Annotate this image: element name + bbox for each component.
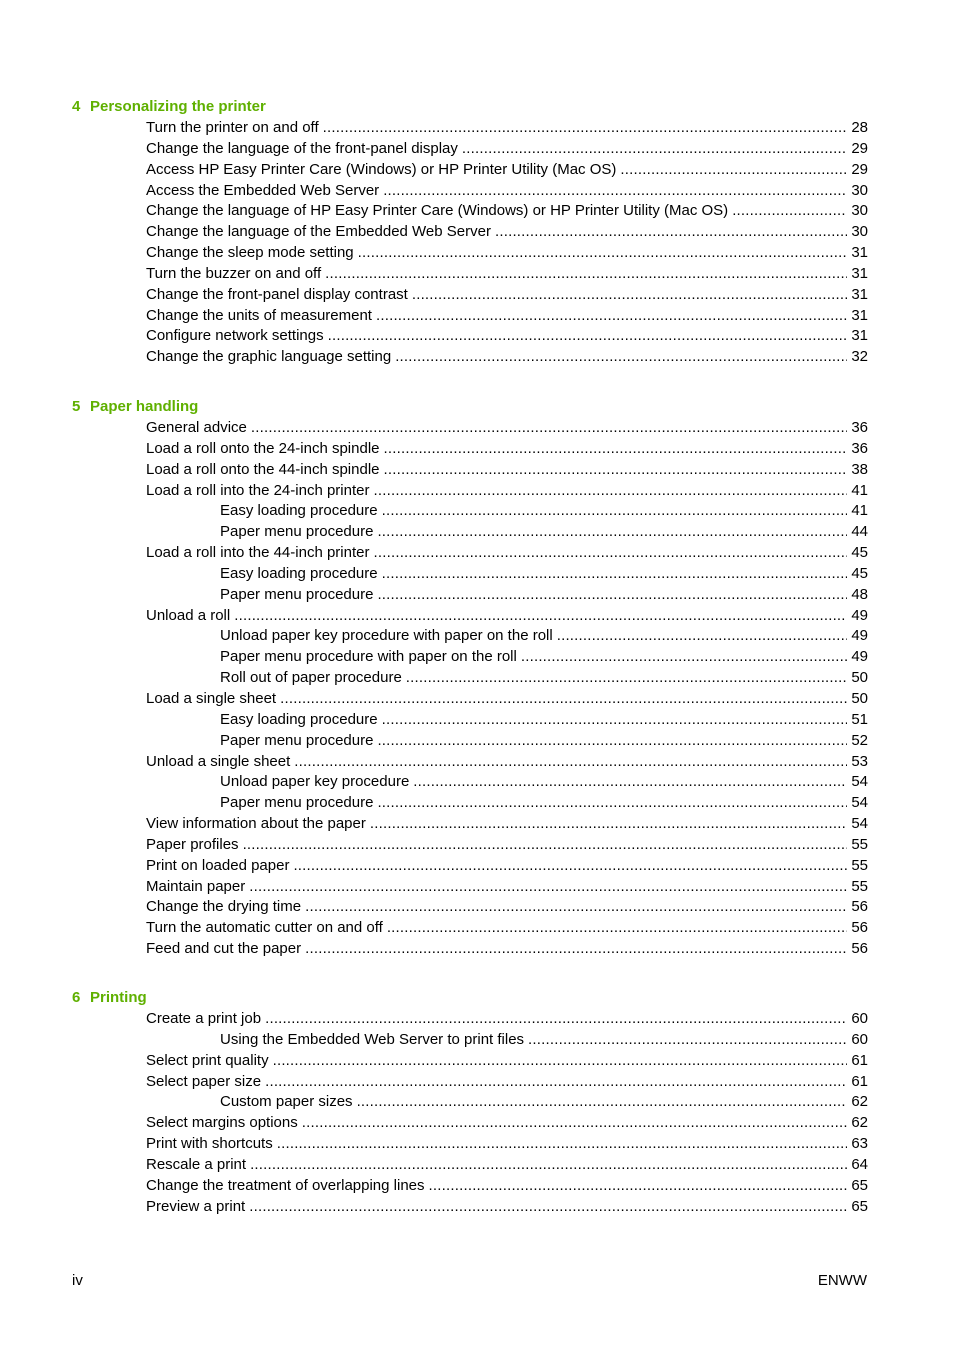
toc-entry-title: Change the sleep mode setting (146, 244, 354, 262)
toc-entry[interactable] (146, 222, 868, 243)
toc-page-number: 29 (851, 139, 868, 157)
toc-entry-title: Turn the printer on and off (146, 119, 319, 136)
toc-entry[interactable] (146, 1134, 868, 1155)
toc-page-number: 62 (851, 1093, 868, 1111)
toc-entry[interactable] (146, 918, 868, 939)
toc-entry-title: Unload a single sheet (146, 752, 291, 770)
toc-entry-title: Easy loading procedure (220, 502, 378, 520)
toc-subentry[interactable] (220, 647, 868, 668)
toc-entry[interactable] (146, 1072, 868, 1093)
dot-leader (249, 877, 847, 898)
toc-entry[interactable] (146, 1009, 868, 1030)
toc-entry[interactable] (146, 606, 868, 627)
toc-entry[interactable] (146, 1113, 868, 1134)
dot-leader (294, 752, 847, 773)
toc-page-number: 36 (851, 419, 868, 436)
toc-entry[interactable] (146, 285, 868, 306)
dot-leader (325, 264, 847, 285)
dot-leader (302, 1113, 848, 1134)
toc-subentry[interactable] (220, 1092, 868, 1113)
toc-entry-title: Print on loaded paper (146, 856, 290, 874)
toc-entry-title: Paper menu procedure with paper on the roll (220, 648, 517, 666)
toc-entry-title: Access the Embedded Web Server (146, 181, 380, 199)
toc-subentry[interactable] (220, 626, 868, 647)
toc-entry[interactable] (146, 1155, 868, 1176)
toc-subentry[interactable] (220, 585, 868, 606)
toc-entry-title: Paper menu procedure (220, 585, 374, 603)
dot-leader (377, 522, 847, 543)
toc-entry[interactable] (146, 264, 868, 285)
dot-leader (234, 606, 847, 627)
toc-page-number: 53 (851, 752, 868, 770)
toc-entry[interactable] (146, 939, 868, 960)
toc-page-number: 31 (851, 306, 868, 324)
dot-leader (383, 181, 847, 202)
dot-leader (265, 1009, 847, 1030)
toc-entry-title: Change the language of HP Easy Printer Care (Windows) or HP Printer Utility (Mac OS) (146, 202, 729, 220)
toc-entry[interactable] (146, 752, 868, 773)
toc-page-number: 36 (851, 439, 868, 457)
toc-entry-title: Configure network settings (146, 327, 324, 345)
toc-page-number: 65 (851, 1197, 868, 1215)
toc-page-number: 60 (851, 1010, 868, 1027)
toc-page-number: 65 (851, 1176, 868, 1194)
toc-entry-title: Change the language of the Embedded Web Server (146, 223, 491, 241)
toc-page-number: 51 (851, 710, 868, 728)
toc-page-number: 45 (851, 544, 868, 562)
toc-subentry[interactable] (220, 522, 868, 543)
dot-leader (395, 347, 847, 368)
dot-leader (249, 1197, 847, 1218)
toc-entry[interactable] (146, 347, 868, 368)
dot-leader (528, 1030, 847, 1051)
toc-page-number: 30 (851, 181, 868, 199)
footer-doc-code: ENWW (817, 1272, 867, 1289)
toc-entry[interactable] (146, 814, 868, 835)
toc-entry-title: Select print quality (146, 1051, 269, 1069)
toc-page-number: 41 (851, 502, 868, 520)
toc-entry[interactable] (146, 877, 868, 898)
toc-entry-title: Load a roll onto the 44-inch spindle (146, 460, 380, 478)
toc-page-number: 56 (851, 898, 868, 916)
toc-entry[interactable] (146, 481, 868, 502)
toc-entry-title: Unload paper key procedure (220, 773, 410, 791)
chapter-heading[interactable] (72, 988, 954, 1009)
toc-entry-title: Paper profiles (146, 835, 239, 853)
dot-leader (373, 481, 847, 502)
toc-entry[interactable] (146, 243, 868, 264)
dot-leader (406, 668, 848, 689)
toc-entry-title: Select paper size (146, 1072, 262, 1090)
toc-page-number: 56 (851, 940, 868, 958)
toc-page-number: 55 (851, 877, 868, 895)
toc-entry[interactable] (146, 689, 868, 710)
dot-leader (265, 1072, 847, 1093)
toc-page-number: 31 (851, 327, 868, 345)
dot-leader (376, 306, 847, 327)
dot-leader (323, 118, 848, 139)
toc-page-number: 54 (851, 815, 868, 833)
toc-entry[interactable] (146, 160, 868, 181)
toc-entry-title: Paper menu procedure (220, 794, 374, 812)
toc-subentry[interactable] (220, 1030, 868, 1051)
toc-entry-title: Load a roll into the 24-inch printer (146, 481, 370, 499)
dot-leader (328, 326, 848, 347)
toc-page-number: 32 (851, 348, 868, 366)
toc-entry-title: Select margins options (146, 1114, 298, 1132)
toc-entry[interactable] (146, 460, 868, 481)
toc-section-printing (0, 988, 954, 1217)
dot-leader (412, 285, 847, 306)
toc-entry[interactable] (146, 181, 868, 202)
toc-entry-title: Load a roll onto the 24-inch spindle (146, 439, 380, 457)
toc-entry-title: Change the units of measurement (146, 306, 372, 324)
toc-page-number: 63 (851, 1135, 868, 1153)
dot-leader (382, 501, 848, 522)
footer-page-label: iv (72, 1272, 83, 1289)
dot-leader (305, 939, 847, 960)
toc-entry-title: Change the treatment of overlapping lines (146, 1176, 425, 1194)
toc-subentry[interactable] (220, 564, 868, 585)
toc-entry[interactable] (146, 856, 868, 877)
chapter-number: 5 (72, 398, 81, 415)
toc-entry[interactable] (146, 306, 868, 327)
toc-section-paper-handling (0, 397, 954, 960)
toc-page-number: 49 (851, 627, 868, 645)
dot-leader (384, 460, 848, 481)
dot-leader (370, 814, 847, 835)
toc-entry-title: Turn the automatic cutter on and off (146, 919, 383, 937)
toc-entry-title: Using the Embedded Web Server to print files (220, 1030, 525, 1048)
chapter-number: 4 (72, 98, 81, 115)
dot-leader (243, 835, 848, 856)
toc-subentry[interactable] (220, 501, 868, 522)
toc-page-number: 49 (851, 648, 868, 666)
toc-entry-title: Maintain paper (146, 877, 246, 895)
dot-leader (557, 626, 848, 647)
toc-entry-title: Turn the buzzer on and off (146, 264, 322, 282)
toc-subentry[interactable] (220, 793, 868, 814)
toc-page-number: 50 (851, 669, 868, 687)
dot-leader (732, 201, 847, 222)
toc-entry[interactable] (146, 1051, 868, 1072)
toc-entry-title: Easy loading procedure (220, 564, 378, 582)
toc-entry-title: Feed and cut the paper (146, 940, 302, 958)
toc-subentry[interactable] (220, 668, 868, 689)
toc-page-number: 30 (851, 223, 868, 241)
dot-leader (357, 1092, 848, 1113)
toc-entry-title: Paper menu procedure (220, 523, 374, 541)
dot-leader (277, 1134, 848, 1155)
toc-page-number: 52 (851, 731, 868, 749)
dot-leader (384, 439, 848, 460)
toc-entry-title: General advice (146, 419, 247, 436)
dot-leader (620, 160, 847, 181)
toc-entry[interactable] (146, 897, 868, 918)
toc-entry-title: Print with shortcuts (146, 1135, 273, 1153)
dot-leader (293, 856, 847, 877)
dot-leader (305, 897, 847, 918)
toc-entry-title: Rescale a print (146, 1155, 247, 1173)
dot-leader (413, 772, 847, 793)
dot-leader (387, 918, 848, 939)
toc-entry-title: Change the language of the front-panel display (146, 139, 458, 157)
dot-leader (429, 1176, 848, 1197)
dot-leader (273, 1051, 848, 1072)
toc-subentry[interactable] (220, 772, 868, 793)
chapter-title: Printing (90, 989, 147, 1006)
toc-entry-title: Access HP Easy Printer Care (Windows) or HP Printer Utility (Mac OS) (146, 160, 617, 178)
toc-entry-title: Load a single sheet (146, 689, 277, 707)
toc-page-number: 55 (851, 835, 868, 853)
toc-page-number: 31 (851, 244, 868, 262)
dot-leader (495, 222, 847, 243)
toc-entry-title: Load a roll into the 44-inch printer (146, 544, 370, 562)
toc-entry-title: Roll out of paper procedure (220, 669, 402, 687)
toc-page-number: 48 (851, 585, 868, 603)
toc-entry[interactable] (146, 1197, 868, 1218)
toc-entry[interactable] (146, 835, 868, 856)
toc-entry-title: Easy loading procedure (220, 710, 378, 728)
toc-entry-title: Change the graphic language setting (146, 348, 392, 366)
toc-page-number: 62 (851, 1114, 868, 1132)
dot-leader (250, 1155, 847, 1176)
dot-leader (280, 689, 847, 710)
toc-page-number: 64 (851, 1155, 868, 1173)
toc-page-number: 31 (851, 285, 868, 303)
toc-entry[interactable] (146, 543, 868, 564)
toc-entry[interactable] (146, 1176, 868, 1197)
toc-entry[interactable] (146, 118, 868, 139)
dot-leader (462, 139, 847, 160)
toc-page-number: 61 (851, 1051, 868, 1069)
toc-entry-title: Custom paper sizes (220, 1093, 353, 1111)
toc-entry-title: Preview a print (146, 1197, 246, 1215)
toc-page-number: 29 (851, 160, 868, 178)
toc-page-number: 54 (851, 773, 868, 791)
dot-leader (377, 731, 847, 752)
toc-page-number: 38 (851, 460, 868, 478)
dot-leader (521, 647, 847, 668)
dot-leader (377, 585, 847, 606)
toc-page-number: 41 (851, 481, 868, 499)
toc-entry[interactable] (146, 326, 868, 347)
chapter-title: Paper handling (90, 398, 199, 415)
toc-entry-title: Paper menu procedure (220, 731, 374, 749)
chapter-heading[interactable] (72, 97, 954, 118)
toc-entry[interactable] (146, 201, 868, 222)
toc-entry-title: Change the front-panel display contrast (146, 285, 408, 303)
toc-entry[interactable] (146, 139, 868, 160)
toc-entry-title: Change the drying time (146, 898, 302, 916)
dot-leader (373, 543, 847, 564)
toc-page-number: 30 (851, 202, 868, 220)
toc-subentry[interactable] (220, 731, 868, 752)
toc-page-number: 28 (851, 119, 868, 136)
toc-page-number: 44 (851, 523, 868, 541)
toc-page-number: 45 (851, 564, 868, 582)
toc-subentry[interactable] (220, 710, 868, 731)
toc-entry[interactable] (146, 439, 868, 460)
chapter-heading[interactable] (72, 397, 954, 418)
toc-entry-title: View information about the paper (146, 815, 366, 833)
toc-page-number: 55 (851, 856, 868, 874)
dot-leader (382, 564, 848, 585)
toc-page-number: 31 (851, 264, 868, 282)
toc-page-number: 50 (851, 689, 868, 707)
chapter-title: Personalizing the printer (90, 98, 266, 115)
toc-entry[interactable] (146, 418, 868, 439)
toc-entry-title: Unload paper key procedure with paper on the roll (220, 627, 553, 645)
toc-page-number: 56 (851, 919, 868, 937)
dot-leader (251, 418, 847, 439)
dot-leader (377, 793, 847, 814)
toc-entry-title: Unload a roll (146, 606, 231, 624)
toc-entry-title: Create a print job (146, 1010, 262, 1027)
toc-page-number: 60 (851, 1030, 868, 1048)
chapter-number: 6 (72, 989, 81, 1006)
dot-leader (358, 243, 848, 264)
dot-leader (382, 710, 848, 731)
toc-page-number: 49 (851, 606, 868, 624)
toc-page-number: 54 (851, 794, 868, 812)
toc-page-number: 61 (851, 1072, 868, 1090)
toc-section-personalizing (0, 97, 954, 368)
